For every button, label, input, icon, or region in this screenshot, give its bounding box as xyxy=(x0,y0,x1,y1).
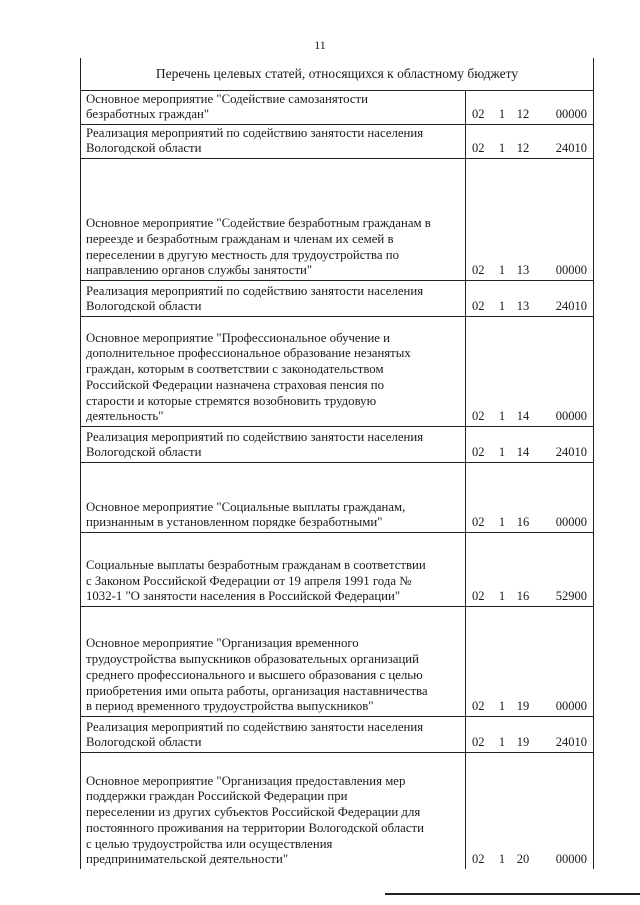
code-program: 02 xyxy=(472,515,485,529)
description-line: признанным в установленном порядке безработными" xyxy=(86,515,383,530)
row-code xyxy=(466,753,593,869)
description-line: Реализация мероприятий по содействию занятости населения xyxy=(86,283,424,298)
table-row xyxy=(81,607,593,717)
description-line: с Законом Российской Федерации от 19 апреля 1991 года № xyxy=(86,573,412,588)
description-line: Вологодской области xyxy=(86,735,202,750)
code-subprogram: 1 xyxy=(498,263,506,277)
code-measure: 14 xyxy=(516,445,530,459)
row-code xyxy=(466,317,593,426)
row-description xyxy=(81,281,466,316)
row-code xyxy=(466,427,593,462)
code-direction: 00000 xyxy=(555,107,587,121)
description-line: Основное мероприятие "Социальные выплаты гражданам, xyxy=(86,499,406,514)
description-line: Основное мероприятие "Организация предоставления мер xyxy=(86,773,406,788)
code-direction: 52900 xyxy=(555,589,587,603)
description-line: постоянного проживания на территории Вологодской области xyxy=(86,820,424,835)
code-program: 02 xyxy=(472,263,485,277)
code-subprogram: 1 xyxy=(498,589,506,603)
code-direction: 00000 xyxy=(555,699,587,713)
footer-line xyxy=(385,893,640,895)
row-description xyxy=(81,533,466,606)
code-subprogram: 1 xyxy=(498,735,506,749)
description-line: переселении в другую местность для трудоустройства по xyxy=(86,247,399,262)
description-line: Реализация мероприятий по содействию занятости населения xyxy=(86,125,424,140)
description-line: Социальные выплаты безработным гражданам в соответствии xyxy=(86,557,426,572)
row-description xyxy=(81,427,466,462)
description-line: Российской Федерации назначена страховая пенсия по xyxy=(86,377,385,392)
row-code xyxy=(466,717,593,752)
description-line: старости и которые стремятся возобновить трудовую xyxy=(86,393,377,408)
row-description xyxy=(81,607,466,716)
table-row xyxy=(81,91,593,125)
description-line: Реализация мероприятий по содействию занятости населения xyxy=(86,719,424,734)
description-line: Основное мероприятие "Профессиональное обучение и xyxy=(86,330,391,345)
description-line: Основное мероприятие "Организация временного xyxy=(86,636,359,651)
code-program: 02 xyxy=(472,107,485,121)
table-row xyxy=(81,125,593,159)
code-direction: 24010 xyxy=(555,445,587,459)
code-direction: 00000 xyxy=(555,852,587,866)
description-line: с целью трудоустройства или осуществления xyxy=(86,836,333,851)
code-program: 02 xyxy=(472,409,485,423)
row-code xyxy=(466,91,593,124)
row-code xyxy=(466,281,593,316)
code-subprogram: 1 xyxy=(498,445,506,459)
code-subprogram: 1 xyxy=(498,107,506,121)
description-line: дополнительное профессиональное образование незанятых xyxy=(86,346,411,361)
code-program: 02 xyxy=(472,141,485,155)
code-direction: 00000 xyxy=(555,263,587,277)
description-line: в период временного трудоустройства выпускников" xyxy=(86,699,374,714)
table-row xyxy=(81,317,593,427)
code-measure: 14 xyxy=(516,409,530,423)
description-line: Вологодской области xyxy=(86,445,202,460)
description-line: безработных граждан" xyxy=(86,107,210,122)
code-measure: 19 xyxy=(516,699,530,713)
description-line: граждан, которым в соответствии с законодательством xyxy=(86,362,384,377)
table-body xyxy=(81,91,593,869)
row-description xyxy=(81,159,466,280)
table-row xyxy=(81,463,593,533)
code-subprogram: 1 xyxy=(498,515,506,529)
row-description xyxy=(81,717,466,752)
table-title: Перечень целевых статей, относящихся к областному бюджету xyxy=(81,58,593,91)
code-subprogram: 1 xyxy=(498,299,506,313)
code-subprogram: 1 xyxy=(498,409,506,423)
code-measure: 12 xyxy=(516,107,530,121)
row-description xyxy=(81,125,466,158)
table-row xyxy=(81,533,593,607)
code-measure: 12 xyxy=(516,141,530,155)
code-subprogram: 1 xyxy=(498,699,506,713)
code-measure: 19 xyxy=(516,735,530,749)
code-program: 02 xyxy=(472,735,485,749)
code-direction: 24010 xyxy=(555,299,587,313)
table-row xyxy=(81,427,593,463)
code-program: 02 xyxy=(472,699,485,713)
description-line: Основное мероприятие "Содействие безработным гражданам в xyxy=(86,216,431,231)
description-line: трудоустройства выпускников образовательных организаций xyxy=(86,652,420,667)
code-subprogram: 1 xyxy=(498,852,506,866)
code-direction: 00000 xyxy=(555,515,587,529)
table-row xyxy=(81,717,593,753)
code-subprogram: 1 xyxy=(498,141,506,155)
row-code xyxy=(466,125,593,158)
description-line: Вологодской области xyxy=(86,299,202,314)
code-program: 02 xyxy=(472,445,485,459)
description-line: Реализация мероприятий по содействию занятости населения xyxy=(86,429,424,444)
description-line: 1032-1 "О занятости населения в Российской Федерации" xyxy=(86,589,401,604)
code-measure: 16 xyxy=(516,515,530,529)
table-row xyxy=(81,753,593,869)
code-direction: 00000 xyxy=(555,409,587,423)
description-line: направлению органов службы занятости" xyxy=(86,263,313,278)
code-program: 02 xyxy=(472,589,485,603)
row-code xyxy=(466,607,593,716)
description-line: предпринимательской деятельности" xyxy=(86,852,289,867)
table-row xyxy=(81,281,593,317)
code-measure: 13 xyxy=(516,263,530,277)
description-line: приобретения ими опыта работы, организация наставничества xyxy=(86,683,428,698)
code-direction: 24010 xyxy=(555,735,587,749)
target-articles-table xyxy=(80,58,594,869)
row-description xyxy=(81,317,466,426)
row-code xyxy=(466,159,593,280)
description-line: поддержки граждан Российской Федерации при xyxy=(86,789,348,804)
code-program: 02 xyxy=(472,852,485,866)
page-number: 11 xyxy=(314,38,326,52)
description-line: переселении из других субъектов Российской Федерации для xyxy=(86,805,421,820)
code-measure: 20 xyxy=(516,852,530,866)
code-measure: 16 xyxy=(516,589,530,603)
code-program: 02 xyxy=(472,299,485,313)
row-code xyxy=(466,463,593,532)
description-line: среднего профессионального и высшего образования с целью xyxy=(86,667,423,682)
row-code xyxy=(466,533,593,606)
table-row xyxy=(81,159,593,281)
row-description xyxy=(81,91,466,124)
description-line: Вологодской области xyxy=(86,141,202,156)
code-measure: 13 xyxy=(516,299,530,313)
description-line: деятельность" xyxy=(86,409,164,424)
code-direction: 24010 xyxy=(555,141,587,155)
row-description xyxy=(81,753,466,869)
description-line: Основное мероприятие "Содействие самозанятости xyxy=(86,91,368,106)
description-line: переезде и безработным гражданам и членам их семей в xyxy=(86,231,394,246)
row-description xyxy=(81,463,466,532)
